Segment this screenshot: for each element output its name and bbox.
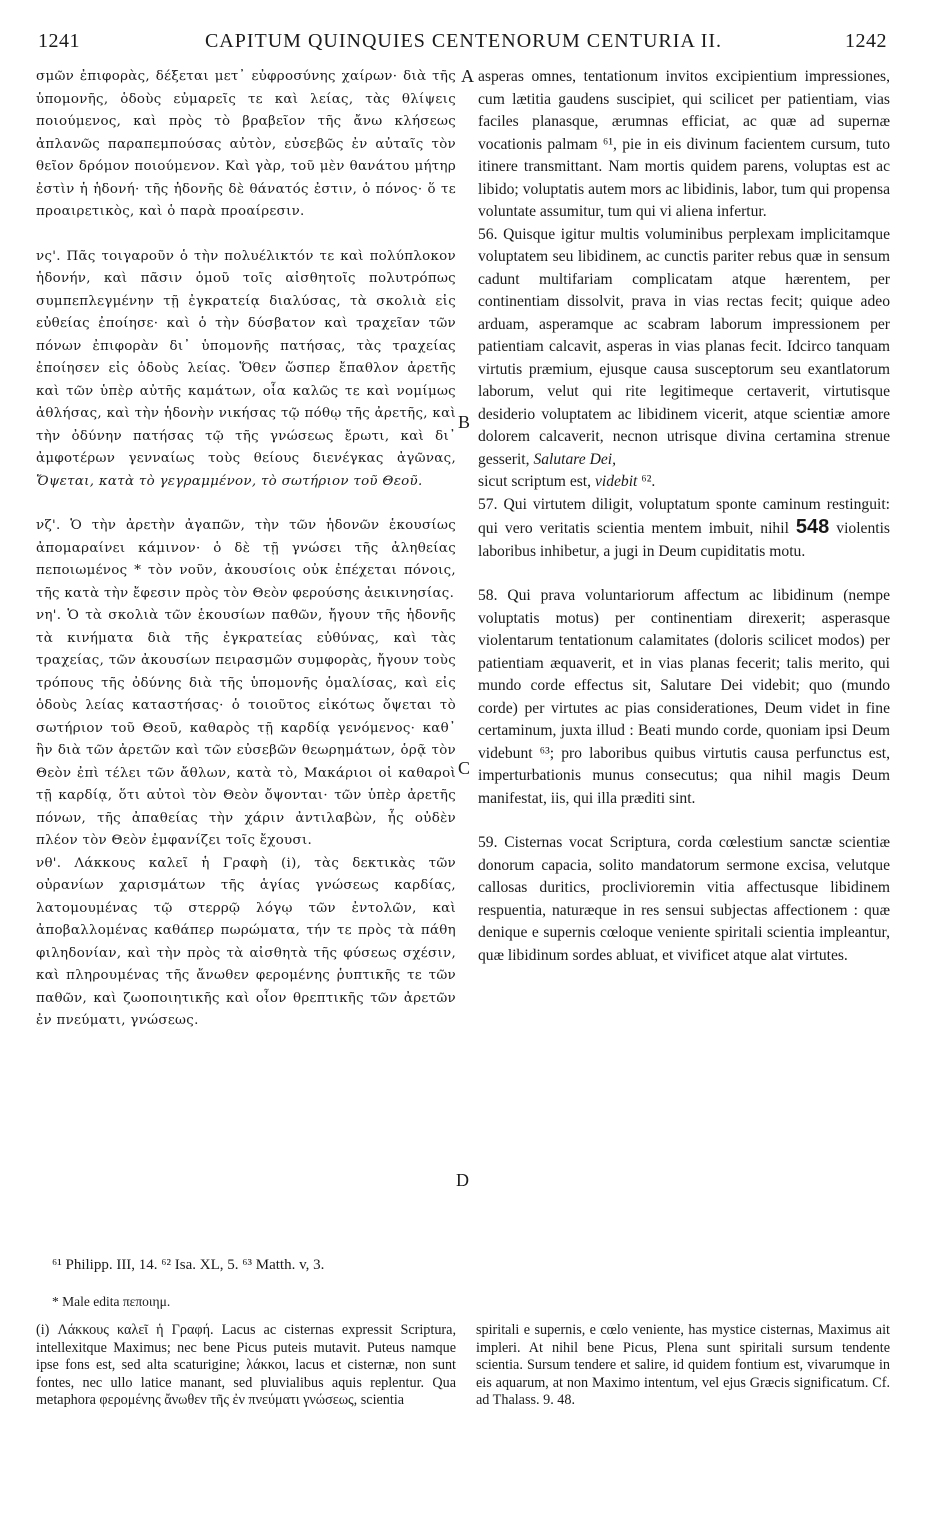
greek-column	[36, 66, 456, 1033]
latin-paragraph-57-b: violentis laboribus inhibetur, a jugi in Deum cupiditatis motu.	[478, 520, 890, 560]
page-number-right: 1242	[845, 30, 887, 52]
greek-paragraph-56-text: νς'. Πᾶς τοιγαροῦν ὁ τὴν πολυέλικτόν τε καὶ πολύπλοκον ἡδονήν, καὶ πᾶσιν ὁμοῦ τοῖς αἰσθητοῖς πολυτρόπως συμπεπλεγμένην τῇ ἐγκρατείᾳ διαλύσας, τὰ σκολιὰ εἰς εὐθείας ἐποίησε· καὶ ὁ τὴν δύσβατον καὶ τραχεῖαν τῶν πόνων ἐπιφορὰν δι᾽ ὑπομονῆς πατήσας, τὰς τραχείας ἐποίησεν εἰς ὁδοὺς λείας. Ὅθεν ὥσπερ ἔπαθλον ἀρετῆς καὶ τῶν ὑπὲρ αὐτῆς καμάτων, οἷα καλῶς τε καὶ νομίμως ἀθλήσας, καὶ τὴν ἡδονὴν νικήσας τῷ πόθῳ τῆς ἀρετῆς, καὶ τὴν ὀδύνην πατήσας τῷ τῆς γνώσεως ἔρωτι, καὶ δι᾽ ἀμφοτέρων γενναίως τοὺς θείους διενέγκας ἀγῶνας,	[36, 248, 456, 466]
latin-quote-56: Salutare Dei,	[533, 450, 617, 468]
greek-paragraph-1: σμῶν ἐπιφορὰς, δέξεται μετ᾽ εὐφροσύνης χαίρων· διὰ τῆς ὑπομονῆς, ὁδοὺς εὐμαρεῖς τε καὶ λείας, τὰς θλίψεις ποιούμενος, καὶ πρὸς τὸ βραβεῖον τῆς ἄνω κλήσεως ἀπλανῶς παραπεμπούσας αὐτὸν, εὐσεβῶς ἐν αὐταῖς τὸν θεῖον δρόμον ποιούμενον. Καὶ γὰρ, τοῦ μὲν θανάτου μήτηρ ἐστὶν ἡ ἡδονή· τῆς ἡδονῆς δὲ θάνατός ἐστιν, ὁ πόνος· ὅ τε προαιρετικὸς, καὶ ὁ παρὰ προαίρεσιν.	[36, 69, 456, 219]
page-number-left: 1241	[38, 30, 80, 52]
variant-footnote: * Male edita πεποιημ.	[52, 1294, 171, 1309]
editor-note-right: spiritali e supernis, e cœlo veniente, has mystice cisternas, Maximus ait impleri. At nihil bene Picus, Plena sunt spiritali sursum tendente scientia. Sursum tendere et salire, id quidem fontium est, vivarumque in eis aquarum, at non Maximo intentum, vel ejus Græcis significatum. Cf. ad Thalass. 9. 48.	[476, 1322, 890, 1408]
margin-letter-c: C	[458, 758, 471, 778]
scripture-footnotes: ⁶¹ Philipp. III, 14. ⁶² Isa. XL, 5. ⁶³ Matth. v, 3.	[52, 1257, 325, 1273]
greek-paragraph-56	[36, 246, 456, 494]
latin-quote-56-b: videbit	[594, 473, 638, 490]
margin-letter-d: D	[456, 1170, 469, 1190]
greek-quote-56: Ὄψεται, κατὰ τὸ γεγραμμένον, τὸ σωτήριον τοῦ Θεοῦ.	[36, 473, 423, 489]
latin-paragraph-58: 58. Qui prava voluntariorum affectum ac libidinum (nempe voluptatis motus) per continentiam direxerit; asperasque violentarum tentationum calamitates (doloris scilicet modos) per patientiam æquaverit, et in vias planas fecerit; talis merito, qui mundo corde effectus sit, Salutare Dei videbit; quo (mundo corde) per virtutes ac pias considerationes, Deum videt in fine certaminum, juxta illud : Beati mundo corde, quoniam ipsi Deum videbunt ⁶³; pro laboribus quibus virtutis causa perfunctus est, imperturbationis munus consecutus; qua nihil magis Deum manifestat, iis, qui illa præditi sint.	[478, 587, 890, 807]
latin-paragraph-56	[478, 224, 890, 494]
greek-paragraph-58: νη'. Ὁ τὰ σκολιὰ τῶν ἑκουσίων παθῶν, ἤγουν τῆς ἡδονῆς τὰ κινήματα διὰ τῆς ἐγκρατείας εὐθύνας, καὶ τὰς τραχείας, τῶν ἀκουσίων πειρασμῶν συμφορὰς, ἤγουν τοὺς τρόπους τῆς ὀδύνης διὰ τῆς ὑπομονῆς ὁμαλίσας, καὶ εἰς ὁδοὺς λείας καταστήσας· ὁ τοιοῦτος εἰκότως ὄψεται τὸ σωτήριον τοῦ Θεοῦ, καθαρὸς τῇ καρδίᾳ γενόμενος· καθ᾽ ἣν διὰ τῶν ἀρετῶν καὶ τῶν εὐσεβῶν θεωρημάτων, ὁρᾷ τὸν Θεὸν ἐπὶ τέλει τῶν ἄθλων, κατὰ τὸ, Μακάριοι οἱ καθαροὶ τῇ καρδίᾳ, ὅτι αὐτοὶ τὸν Θεὸν ὄψονται· τῶν ὑπὲρ ἀρετῆς πόνων, τῆς ἀπαθείας τὴν χάριν ἀντιλαβὼν, ἧς οὐδὲν πλέον τὸν Θεὸν ἐμφανίζει τοῖς ἔχουσι.	[36, 608, 456, 848]
greek-paragraph-57: νζ'. Ὁ τὴν ἀρετὴν ἀγαπῶν, τὴν τῶν ἡδονῶν ἑκουσίως ἀπομαραίνει κάμινον· ὁ δὲ τῇ γνώσει τῆς ἀληθείας πεποιωμένος * τὸν νοῦν, ἀκουσίοις οὐκ ἐπέχεται πόνοις, τῆς κατὰ τὴν ἔφεσιν πρὸς τὸν Θεὸν φερούσης ἀεικινησίας.	[36, 518, 456, 601]
latin-paragraph-56-text: 56. Quisque igitur multis voluminibus perplexam implicitamque voluptatem seu libidinem, ac cunctis pariter rebus quæ in sensum cadunt multifariam complicatam atque hærentem, per continentiam dissolvit, prava in vias rectas fecit; quique adeo arduam, asperamque ac scabram laborum impressionem per patientiam calcavit, asperas in vias planas fecit. Idcirco tanquam virtutis præmium, ejusque causa susceptorum seu exantlatorum laborum, velut qui rite legitimeque certaverit, virtutisque desiderio voluptatem ac libidinem vicerit, atque scientiæ amore dolorem calcaverit, necnon utrisque divina certamina strenue gesserit,	[478, 225, 890, 468]
footnote-marker-62: ⁶².	[641, 473, 656, 490]
latin-paragraph-57	[478, 494, 890, 564]
latin-paragraph-1: asperas omnes, tentationum invitos excipientium impressiones, cum lætitia gaudens suscipiet, qui scilicet per patientiam, vias faciles planasque, ærumnas efficiat, ac quæ ad supernæ vocationis palmam ⁶¹, pie in eis divinum facientem cursum, tuto itinere transmittant. Nam mortis quidem parens, voluptas est ac libido; voluptatis autem mors ac libidinis, labor, tum qui propensa voluntate assumitur, tum qui vi aliena infertur.	[478, 68, 890, 220]
latin-paragraph-56-end: sicut scriptum est,	[478, 473, 592, 490]
column-number-548: 548	[795, 516, 830, 538]
latin-column	[478, 66, 890, 967]
latin-paragraph-57-a: 57. Qui virtutem diligit, voluptatum sponte caminum restinguit: qui vero veritatis scientia mentem imbuit, nihil	[478, 495, 890, 537]
latin-paragraph-59: 59. Cisternas vocat Scriptura, corda cœlestium sanctæ scientiæ donorum capacia, solito mandatorum sermone excisa, velutque callosas duritics, proclivioremin vitia affectusque libidinem respuentia, naturæque in res sensui subjectas affectionem : quæ denique e supernis cœloque veniente spiritali scientia impleantur, quæ libidinum sordes abluat, et vivificet atque alat virtutes.	[478, 834, 890, 964]
editor-note-left: (i) Λάκκους καλεῖ ἡ Γραφή. Lacus ac cisternas expressit Scriptura, intellexitque Maximus; nec bene Picus puteis mutavit. Puteus namque ipse fons est, sed alta scaturigine; λάκκοι, lacus et cisternæ, non sunt fontes, nec ullo latice manant, sed pluvialibus aquis replentur. Qua metaphora φερομένης ἄνωθεν τῆς ἐν πνεύματι γνώσεως, scientia	[36, 1322, 456, 1408]
margin-letter-b: B	[458, 412, 471, 432]
running-title: CAPITUM QUINQUIES CENTENORUM CENTURIA II.	[204, 30, 723, 52]
margin-letter-a: A	[461, 66, 474, 86]
page-header	[0, 30, 927, 60]
greek-paragraph-59: νθ'. Λάκκους καλεῖ ἡ Γραφὴ (i), τὰς δεκτικὰς τῶν οὐρανίων χαρισμάτων τῆς ἁγίας γνώσεως καρδίας, λατομουμένας τῷ στερρῷ λόγῳ τῶν ἐντολῶν, καὶ ἀποβαλλομένας καθάπερ πωρώματα, τήν τε πρὸς τὰ πάθη φιληδονίαν, καὶ τὴν πρὸς τὰ αἰσθητὰ τῆς φύσεως σχέσιν, καὶ πληρουμένας τῆς ἄνωθεν φερομένης ῥυπτικῆς τε τῶν παθῶν, καὶ ζωοποιητικῆς καὶ οἷον θρεπτικῆς τῶν ἀρετῶν ἐν πνεύματι, γνώσεως.	[36, 855, 456, 1028]
